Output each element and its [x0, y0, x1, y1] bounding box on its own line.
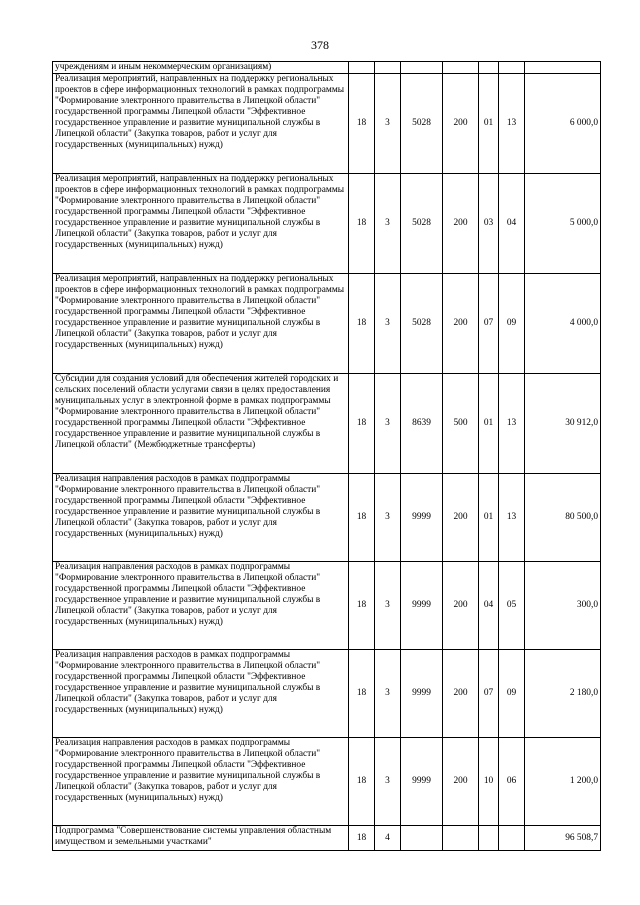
table-row [53, 562, 601, 650]
row-target-code: 9999 [401, 562, 443, 650]
row-expense-type: 200 [443, 474, 479, 562]
row-name: Реализация направления расходов в рамках подпрограммы "Формирование электронного правительства в Липецкой области" государственной программы Липецкой области "Эффективное государственное управление и развитие муниципальной службы в Липецкой области" (Закупка товаров, работ и услуг для государственных (муниципальных) нужд) [53, 650, 349, 738]
row-amount: 80 500,0 [525, 474, 601, 562]
row-expense-type [443, 62, 479, 74]
row-target-code [401, 62, 443, 74]
row-expense-type: 200 [443, 74, 479, 174]
row-chapter: 18 [349, 562, 375, 650]
table-row [53, 826, 601, 851]
row-name: Подпрограмма "Совершенствование системы управления областным имуществом и земельными участками" [53, 826, 349, 851]
row-expense-type: 500 [443, 374, 479, 474]
row-program: 4 [375, 826, 401, 851]
row-section: 07 [479, 650, 499, 738]
row-section: 04 [479, 562, 499, 650]
table-row [53, 74, 601, 174]
row-expense-type [443, 826, 479, 851]
row-program [375, 62, 401, 74]
row-section: 01 [479, 374, 499, 474]
row-chapter [349, 62, 375, 74]
row-section [479, 826, 499, 851]
row-section: 03 [479, 174, 499, 274]
row-expense-type: 200 [443, 738, 479, 826]
row-subsection [499, 826, 525, 851]
row-section: 01 [479, 474, 499, 562]
row-name: Реализация мероприятий, направленных на поддержку региональных проектов в сфере информационных технологий в рамках подпрограммы "Формирование электронного правительства в Липецкой области" государственной программы Липецкой области "Эффективное государственное управление и развитие муниципальной службы в Липецкой области" (Закупка товаров, работ и услуг для государственных (муниципальных) нужд) [53, 274, 349, 374]
table-row [53, 738, 601, 826]
row-program: 3 [375, 738, 401, 826]
row-program: 3 [375, 74, 401, 174]
budget-table [52, 61, 601, 851]
row-section: 01 [479, 74, 499, 174]
row-target-code: 5028 [401, 174, 443, 274]
row-program: 3 [375, 374, 401, 474]
table-row [53, 62, 601, 74]
row-name: Реализация мероприятий, направленных на поддержку региональных проектов в сфере информационных технологий в рамках подпрограммы "Формирование электронного правительства в Липецкой области" государственной программы Липецкой области "Эффективное государственное управление и развитие муниципальной службы в Липецкой области" (Закупка товаров, работ и услуг для государственных (муниципальных) нужд) [53, 74, 349, 174]
row-chapter: 18 [349, 174, 375, 274]
row-subsection: 05 [499, 562, 525, 650]
row-name: Реализация направления расходов в рамках подпрограммы "Формирование электронного правительства в Липецкой области" государственной программы Липецкой области "Эффективное государственное управление и развитие муниципальной службы в Липецкой области" (Закупка товаров, работ и услуг для государственных (муниципальных) нужд) [53, 562, 349, 650]
row-target-code: 9999 [401, 738, 443, 826]
row-section: 10 [479, 738, 499, 826]
row-name: Реализация направления расходов в рамках подпрограммы "Формирование электронного правительства в Липецкой области" государственной программы Липецкой области "Эффективное государственное управление и развитие муниципальной службы в Липецкой области" (Закупка товаров, работ и услуг для государственных (муниципальных) нужд) [53, 474, 349, 562]
row-chapter: 18 [349, 474, 375, 562]
row-program: 3 [375, 650, 401, 738]
row-expense-type: 200 [443, 174, 479, 274]
row-amount: 96 508,7 [525, 826, 601, 851]
row-section [479, 62, 499, 74]
row-name: учреждениям и иным некоммерческим организациям) [53, 62, 349, 74]
row-amount: 2 180,0 [525, 650, 601, 738]
row-amount: 300,0 [525, 562, 601, 650]
table-row [53, 474, 601, 562]
row-target-code [401, 826, 443, 851]
row-target-code: 9999 [401, 474, 443, 562]
row-program: 3 [375, 274, 401, 374]
row-name: Субсидии для создания условий для обеспечения жителей городских и сельских поселений области услугами связи в целях предоставления муниципальных услуг в электронной форме в рамках подпрограммы "Формирование электронного правительства в Липецкой области" государственной программы Липецкой области "Эффективное государственное управление и развитие муниципальной службы в Липецкой области" (Межбюджетные трансферты) [53, 374, 349, 474]
row-subsection: 06 [499, 738, 525, 826]
table-row [53, 174, 601, 274]
row-target-code: 8639 [401, 374, 443, 474]
row-name: Реализация направления расходов в рамках подпрограммы "Формирование электронного правительства в Липецкой области" государственной программы Липецкой области "Эффективное государственное управление и развитие муниципальной службы в Липецкой области" (Закупка товаров, работ и услуг для государственных (муниципальных) нужд) [53, 738, 349, 826]
row-subsection: 13 [499, 374, 525, 474]
row-expense-type: 200 [443, 562, 479, 650]
row-name: Реализация мероприятий, направленных на поддержку региональных проектов в сфере информационных технологий в рамках подпрограммы "Формирование электронного правительства в Липецкой области" государственной программы Липецкой области "Эффективное государственное управление и развитие муниципальной службы в Липецкой области" (Закупка товаров, работ и услуг для государственных (муниципальных) нужд) [53, 174, 349, 274]
row-chapter: 18 [349, 74, 375, 174]
row-subsection: 09 [499, 650, 525, 738]
table-row [53, 274, 601, 374]
row-amount: 6 000,0 [525, 74, 601, 174]
row-subsection: 13 [499, 74, 525, 174]
row-amount: 30 912,0 [525, 374, 601, 474]
row-program: 3 [375, 474, 401, 562]
row-subsection: 09 [499, 274, 525, 374]
row-amount: 4 000,0 [525, 274, 601, 374]
page-number: 378 [311, 38, 329, 52]
row-subsection [499, 62, 525, 74]
row-subsection: 13 [499, 474, 525, 562]
row-target-code: 5028 [401, 274, 443, 374]
row-section: 07 [479, 274, 499, 374]
row-program: 3 [375, 562, 401, 650]
row-chapter: 18 [349, 650, 375, 738]
row-expense-type: 200 [443, 274, 479, 374]
row-program: 3 [375, 174, 401, 274]
row-chapter: 18 [349, 826, 375, 851]
row-target-code: 5028 [401, 74, 443, 174]
row-target-code: 9999 [401, 650, 443, 738]
row-expense-type: 200 [443, 650, 479, 738]
row-chapter: 18 [349, 738, 375, 826]
row-amount [525, 62, 601, 74]
table-row [53, 650, 601, 738]
row-chapter: 18 [349, 374, 375, 474]
row-chapter: 18 [349, 274, 375, 374]
row-subsection: 04 [499, 174, 525, 274]
row-amount: 5 000,0 [525, 174, 601, 274]
row-amount: 1 200,0 [525, 738, 601, 826]
table-row [53, 374, 601, 474]
